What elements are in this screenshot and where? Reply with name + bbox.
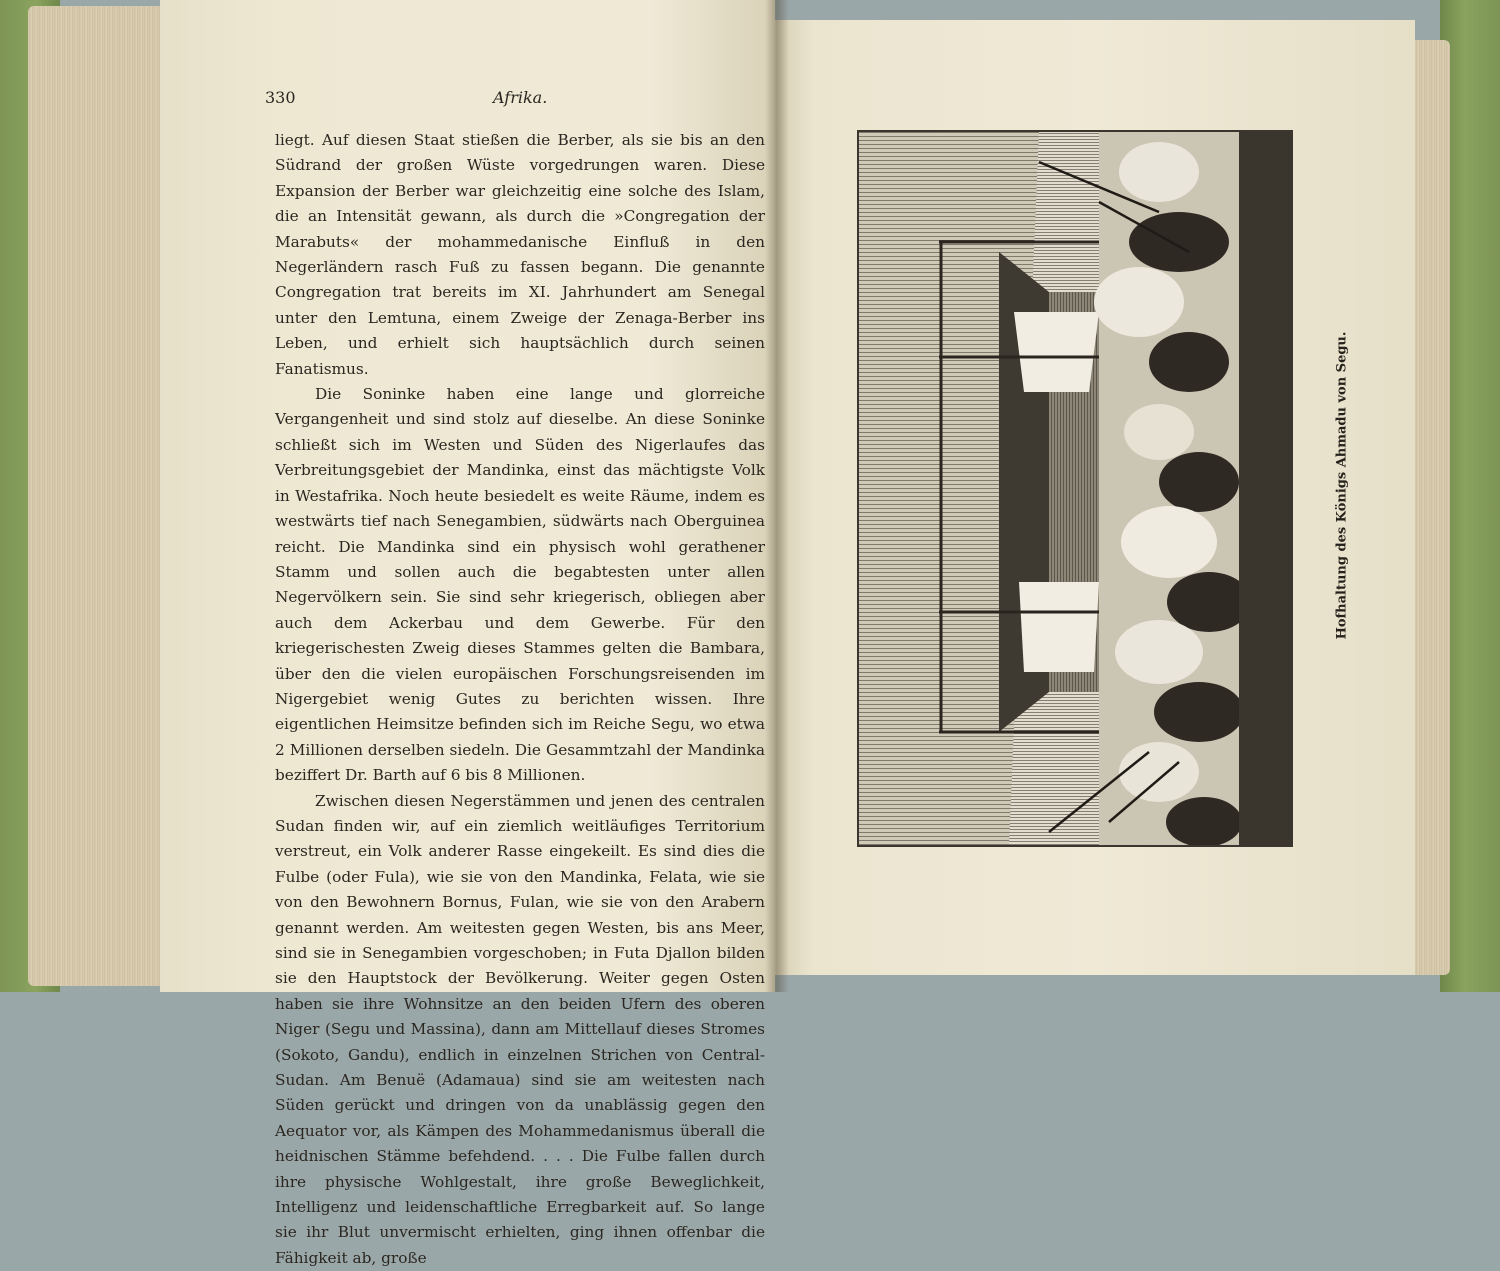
engraving-scene: [859, 132, 1291, 845]
book-gutter: [765, 0, 789, 992]
paragraph: Die Soninke haben eine lange und glorreiche Vergangenheit und sind stolz auf dieselbe. An diese Soninke schließt sich im Westen und Süden des Nigerlaufes das Verbreitungsgebiet der Mandinka, einst das mächtigste Volk in Westafrika. Noch heute besiedelt es weite Räume, indem es westwärts tief nach Senegambien, südwärts nach Oberguinea reicht. Die Mandinka sind ein physisch wohl gerathener Stamm und sollen auch die begabtesten unter allen Negervölkern sein. Sie sind sehr kriegerisch, obliegen aber auch dem Ackerbau und dem Gewerbe. Für den kriegerischesten Zweig dieses Stammes gelten die Bambara, über den die vielen europäischen Forschungsreisenden im Nigergebiet wenig Gutes zu berichten wissen. Ihre eigentlichen Heimsitze befinden sich im Reiche Segu, wo etwa 2 Millionen derselben siedeln. Die Gesammtzahl der Mandinka beziffert Dr. Barth auf 6 bis 8 Millionen.: [275, 385, 765, 785]
caption-text: Hofhaltung des Königs Ahmadu von Segu.: [1334, 331, 1350, 640]
figure-caption: [1332, 140, 1356, 840]
page-number: 330: [265, 88, 296, 107]
paragraph: Zwischen diesen Negerstämmen und jenen des centralen Sudan finden wir, auf ein ziemlich weitläufiges Territorium verstreut, ein Volk anderer Rasse eingekeilt. Es sind dies die Fulbe (oder Fula), wie sie von den Mandinka, Felata, wie sie von den Bewohnern Bornus, Fulan, wie sie von den Arabern genannt werden. Am weitesten gegen Westen, bis ans Meer, sind sie in Senegambien vorgeschoben; in Futa Djallon bilden sie den Hauptstock der Bevölkerung. Weiter gegen Osten haben sie ihre Wohnsitze an den beiden Ufern des oberen Niger (Segu und Massina), dann am Mittellauf dieses Stromes (Sokoto, Gandu), endlich in einzelnen Strichen von Central-Sudan. Am Benuë (Adamaua) sind sie am weitesten nach Süden gerückt und dringen von da unablässig gegen den Aequator vor, als Kämpen des Mohammedanismus überall die heidnischen Stämme befehdend. . . . Die Fulbe fallen durch ihre physische Wohlgestalt, ihre große Beweglichkeit, Intelligenz und leidenschaftliche Erregbarkeit auf. So lange sie ihr Blut unvermischt erhielten, ging ihnen offenbar die Fähigkeit ab, große: [275, 791, 765, 1267]
page-header: [265, 88, 765, 114]
page-edges-left: [28, 6, 180, 986]
page-edges-right: [1410, 40, 1450, 975]
running-head: Afrika.: [493, 88, 548, 107]
paragraph: liegt. Auf diesen Staat stießen die Berber, als sie bis an den Südrand der großen Wüste vorgedrungen waren. Diese Expansion der Berber war gleichzeitig eine solche des Islam, die an Intensität gewann, als durch die »Congregation der Marabuts« der mohammedanische Einfluß in den Negerländern rasch Fuß zu fassen begann. Die genannte Congregation trat bereits im XI. Jahrhundert am Senegal unter den Lemtuna, einem Zweige der Zenaga-Berber ins Leben, und erhielt sich hauptsächlich durch seinen Fanatismus.: [275, 131, 765, 378]
engraving-illustration: [857, 130, 1293, 847]
body-text: [275, 128, 765, 1271]
